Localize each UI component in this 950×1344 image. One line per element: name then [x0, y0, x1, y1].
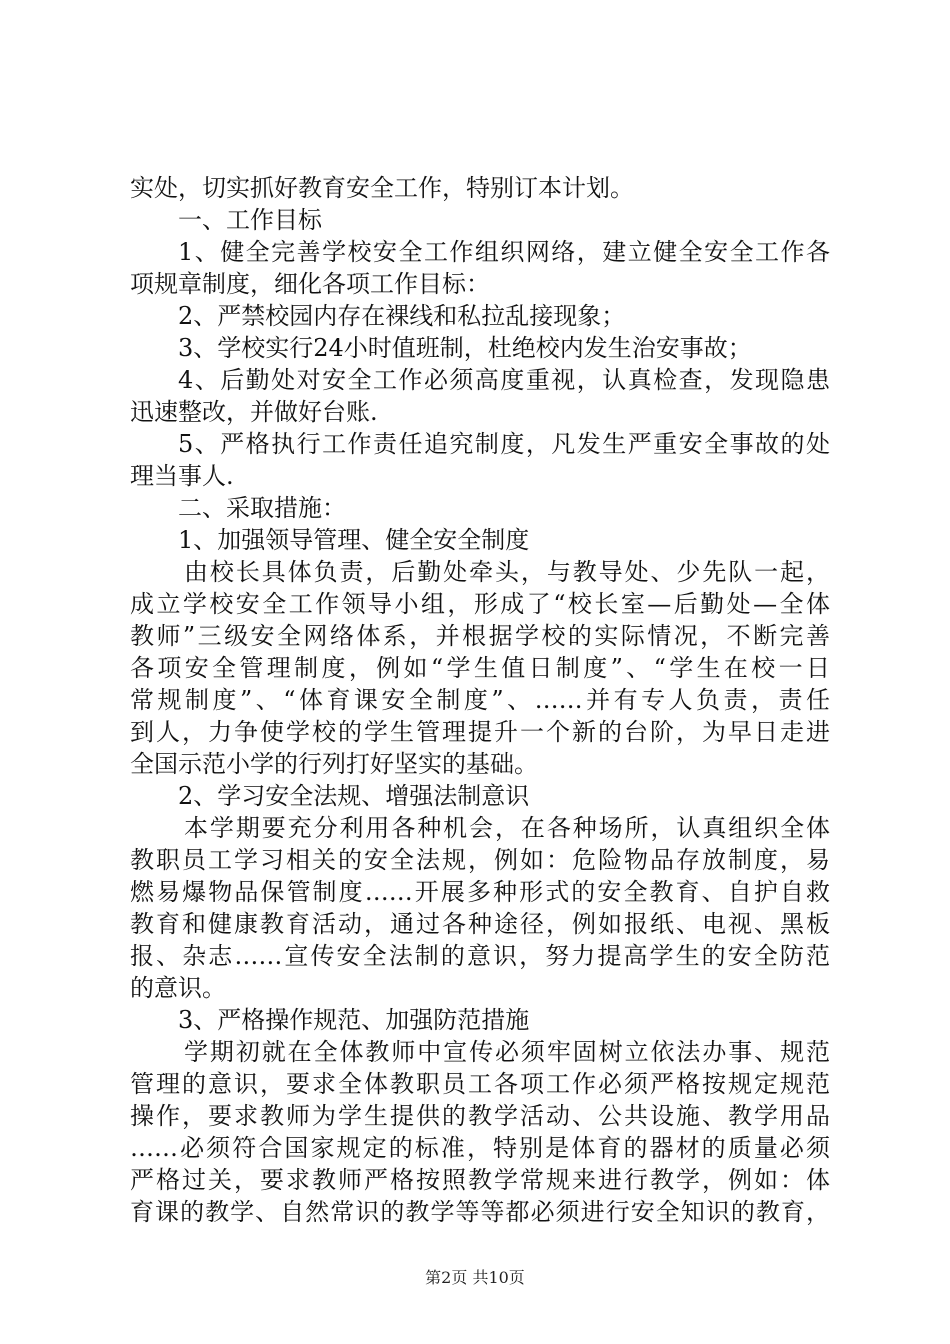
- text-line: 的意识。: [130, 974, 226, 1002]
- text-line: 迅速整改，并做好台账.: [130, 398, 378, 426]
- text-line: 1、健全完善学校安全工作组织网络，建立健全安全工作各: [178, 238, 830, 266]
- text-line: 二、采取措施：: [178, 494, 346, 522]
- text-line: 操作，要求教师为学生提供的教学活动、公共设施、教学用品: [130, 1102, 830, 1130]
- text-line: 4、后勤处对安全工作必须高度重视，认真检查，发现隐患: [178, 366, 830, 394]
- page-footer: 第2页 共10页: [425, 1268, 525, 1287]
- text-line: 本学期要充分利用各种机会，在各种场所，认真组织全体: [184, 814, 830, 842]
- text-line: 报、杂志……宣传安全法制的意识，努力提高学生的安全防范: [130, 942, 830, 970]
- text-line: 一、工作目标: [178, 206, 322, 234]
- text-line: 各项安全管理制度，例如“学生值日制度”、“学生在校一日: [130, 654, 830, 682]
- text-line: ……必须符合国家规定的标准，特别是体育的器材的质量必须: [130, 1134, 830, 1162]
- text-line: 3、严格操作规范、加强防范措施: [178, 1006, 530, 1034]
- text-line: 理当事人.: [130, 462, 234, 490]
- text-line: 1、加强领导管理、健全安全制度: [178, 526, 530, 554]
- text-line: 燃易爆物品保管制度……开展多种形式的安全教育、自护自救: [130, 878, 830, 906]
- text-line: 2、严禁校园内存在裸线和私拉乱接现象；: [178, 302, 626, 330]
- text-line: 学期初就在全体教师中宣传必须牢固树立依法办事、规范: [184, 1038, 830, 1066]
- text-line: 教师”三级安全网络体系，并根据学校的实际情况，不断完善: [130, 622, 830, 650]
- text-line: 成立学校安全工作领导小组，形成了“校长室—后勤处—全体: [130, 590, 830, 618]
- text-line: 教育和健康教育活动，通过各种途径，例如报纸、电视、黑板: [130, 910, 830, 938]
- text-line: 3、学校实行24小时值班制，杜绝校内发生治安事故；: [178, 334, 752, 362]
- text-line: 教职员工学习相关的安全法规，例如：危险物品存放制度，易: [130, 846, 830, 874]
- document-body: [130, 172, 830, 1228]
- text-line: 5、严格执行工作责任追究制度，凡发生严重安全事故的处: [178, 430, 830, 458]
- text-line: 全国示范小学的行列打好坚实的基础。: [130, 750, 538, 778]
- text-line: 到人，力争使学校的学生管理提升一个新的台阶，为早日走进: [130, 718, 830, 746]
- text-line: 管理的意识，要求全体教职员工各项工作必须严格按规定规范: [130, 1070, 830, 1098]
- text-line: 育课的教学、自然常识的教学等等都必须进行安全知识的教育，: [130, 1198, 830, 1226]
- text-line: 项规章制度，细化各项工作目标：: [130, 270, 490, 298]
- text-line: 由校长具体负责，后勤处牵头，与教导处、少先队一起，: [184, 558, 830, 586]
- text-line: 实处，切实抓好教育安全工作，特别订本计划。: [130, 174, 634, 202]
- text-line: 常规制度”、“体育课安全制度”、……并有专人负责，责任: [130, 686, 830, 714]
- text-line: 2、学习安全法规、增强法制意识: [178, 782, 530, 810]
- text-line: 严格过关，要求教师严格按照教学常规来进行教学，例如：体: [130, 1166, 830, 1194]
